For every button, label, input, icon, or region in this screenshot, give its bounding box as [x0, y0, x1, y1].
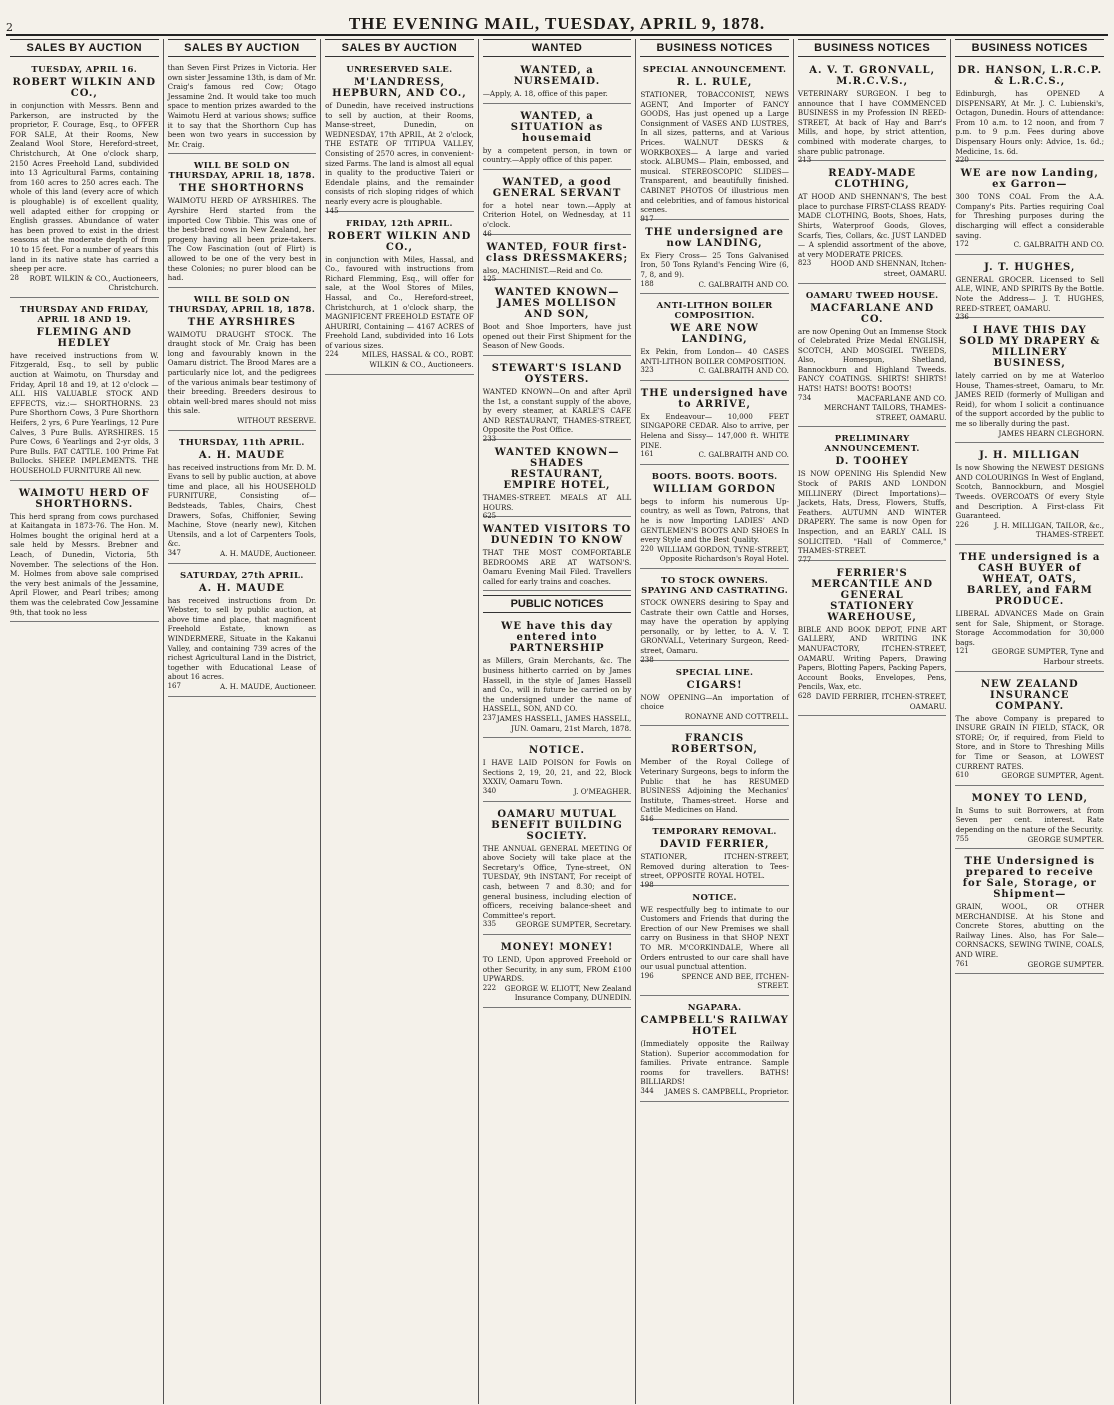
- ad-title: THE SHORTHORNS: [178, 183, 305, 195]
- ad-title: FLEMING AND HEDLEY: [36, 326, 132, 349]
- ad-title: J. H. MILLIGAN: [979, 450, 1081, 462]
- ad-signature: [483, 714, 632, 733]
- ad-number: 226: [955, 520, 969, 529]
- ad-title: J. T. HUGHES,: [984, 261, 1076, 273]
- ad-body: WAIMOTU DRAUGHT STOCK. The draught stock of Mr. Craig has been long and favourably known in the Oamaru district. The Brood Mares are a particularly nice lot, and the pedigrees of the various animals bear testimony of their breeding. Breeders desirous to obtain well-bred mares should not miss this sale.: [167, 329, 317, 416]
- ad-number: 167: [167, 681, 181, 690]
- ad-signature-text: GEORGE SUMPTER.: [1027, 959, 1105, 969]
- ad-dateline: TUESDAY, APRIL 16.: [31, 65, 138, 75]
- ad-signature: [955, 240, 1104, 250]
- ad-title: WANTED VISITORS TO DUNEDIN TO KNOW: [482, 524, 632, 547]
- advertisement: [483, 805, 632, 935]
- advertisement: [798, 164, 947, 283]
- ad-signature-text: C. GALBRAITH AND CO.: [698, 366, 789, 376]
- column-6: [794, 39, 952, 1404]
- column-heading: BUSINESS NOTICES: [798, 39, 947, 57]
- ad-number: 516: [640, 814, 654, 823]
- ad-number: 121: [955, 647, 969, 656]
- ad-signature: [640, 1087, 789, 1097]
- ad-signature-text: ROBT. WILKIN & CO., Auctioneers, Christchurch.: [29, 273, 159, 293]
- ad-number: 224: [325, 350, 339, 359]
- advertisement: [483, 107, 632, 170]
- ad-title: THE undersigned are now LANDING,: [645, 226, 784, 249]
- ad-number: 335: [482, 920, 497, 929]
- advertisement: [955, 446, 1104, 545]
- ad-dateline: THURSDAY, 11th APRIL.: [179, 437, 305, 448]
- ad-signature-text: WITHOUT RESERVE.: [237, 416, 317, 426]
- ad-dateline: TO STOCK OWNERS. SPAYING AND CASTRATING.: [641, 576, 789, 596]
- ad-dateline: ANTI-LITHON BOILER COMPOSITION.: [656, 301, 773, 322]
- ad-signature-text: WILLIAM GORDON, TYNE-STREET, Opposite Richardson's Royal Hotel.: [657, 544, 789, 564]
- ad-body: GENERAL GROCER. Licensed to Sell ALE, WINE, AND SPIRITS By the Bottle. Note the Address— J. T. HUGHES, REED-STREET, OAMARU.: [955, 274, 1105, 313]
- column-3: [321, 39, 479, 1404]
- column-heading: SALES BY AUCTION: [168, 39, 317, 57]
- ad-number: 755: [955, 834, 969, 843]
- advertisement: [640, 384, 789, 465]
- ad-body: THAT THE MOST COMFORTABLE BEDROOMS ARE AT WATSON'S. Oamaru Evening Mail Filed. Travellers called for early trains and coaches.: [482, 548, 632, 586]
- advertisement: [482, 173, 632, 238]
- advertisement: [955, 789, 1104, 849]
- ad-body: also, MACHINIST.—Reid and Co.: [482, 265, 603, 275]
- ad-body: THAMES-STREET. MEALS AT ALL HOURS.: [482, 492, 632, 512]
- advertisement: [640, 61, 789, 223]
- ad-signature: [168, 682, 317, 692]
- ad-body: The above Company is prepared to INSURE GRAIN IN FIELD, STACK, OR STORE; Or, if required, from Field to Store, and in Store to Threshing Mills for Time or Season, at LOWEST CURRENT RATES.: [955, 713, 1105, 771]
- advertisement: [640, 223, 789, 294]
- ad-dateline: SATURDAY, 27th APRIL.: [179, 570, 304, 581]
- ad-signature-text: J. H. MILLIGAN, TAILOR, &c., THAMES-STREET.: [994, 520, 1105, 540]
- advertisement: [797, 430, 947, 564]
- advertisement: [325, 215, 474, 375]
- ad-signature: [640, 972, 789, 991]
- advertisement: [483, 741, 632, 801]
- ad-signature-text: JAMES S. CAMPBELL, Proprietor.: [664, 1087, 789, 1096]
- advertisement: [955, 675, 1104, 786]
- ad-signature: [955, 960, 1104, 970]
- advertisement: [640, 729, 789, 823]
- advertisement: [798, 287, 947, 428]
- column-4: [479, 39, 637, 1404]
- ad-title: WANTED, FOUR first-class DRESSMAKERS;: [485, 241, 629, 264]
- ad-number: 917: [640, 214, 654, 223]
- ad-title: CIGARS!: [686, 679, 743, 691]
- ad-title: WAIMOTU HERD OF SHORTHORNS.: [18, 487, 150, 510]
- ad-number: 625: [482, 512, 497, 521]
- advertisement: [482, 359, 632, 443]
- ad-title: THE undersigned have to ARRIVE,: [640, 387, 789, 410]
- advertisement: [483, 617, 632, 738]
- ad-number: 125: [482, 275, 497, 284]
- ad-body: Ex Endeavour— 10,000 FEET SINGAPORE CEDAR. Also to arrive, per Helena and Sissy— 147,000 ft. WHITE PINE.: [640, 411, 789, 450]
- ad-number: 145: [325, 206, 339, 215]
- ad-body: lately carried on by me at Waterloo House, Thames-street, Oamaru, to Mr. JAMES REID (formerly of Mulligan and Reid), for whom I solicit a continuance of the support accorded by the public to me so liberally during the past.: [955, 371, 1105, 429]
- ad-signature: [640, 450, 789, 460]
- ad-body: THE ANNUAL GENERAL MEETING Of above Society will take place at the Secretary's Office, Tyne-street, ON TUESDAY, 9th INSTANT, For receipt of cash, between 7 and 8.30; and for general business, including election of officers, receiving balance-sheet and Committee's report.: [482, 843, 632, 920]
- ad-number: 761: [955, 959, 969, 968]
- ad-body: TO LEND, Upon approved Freehold or other Security, in any sum, FROM £100 UPWARDS.: [482, 954, 632, 984]
- ad-signature: [955, 647, 1104, 666]
- ad-number: 196: [640, 971, 654, 980]
- ad-signature: [640, 712, 789, 722]
- ad-signature: [798, 692, 947, 711]
- ad-title: ROBERT WILKIN AND CO.,: [12, 77, 157, 99]
- ad-title: NOTICE.: [529, 745, 586, 757]
- ad-signature-text: GEORGE SUMPTER, Tyne and Harbour streets.: [991, 647, 1105, 666]
- ad-body: —Apply, A. 18, office of this paper.: [482, 89, 608, 98]
- advertisement: [640, 999, 789, 1102]
- ad-body: have received instructions from W. Fitzgerald, Esq., to sell by public auction at Waimotu, on Thursday and Friday, April 18 and 19, at 12 o'clock — ALL HIS VALUABLE STOCK AND EFFECTS, viz.:— SHORTHORNS. 23 Pure Shorthorn Cows, 3 Pure Shorthorn Heifers, 2 yrs, 6 Pure Yearlings, 12 Pure Calves, 3 Pure Bulls. AYRSHIRES. 15 Pure Cows, 6 Yearlings and 2-yr olds, 3 Pure Bulls. FAT CATTLE. 100 Prime Fat Bullocks. SHEEP. IMPLEMENTS. THE HOUSEHOLD FURNITURE All new.: [10, 350, 159, 475]
- advertisement: [483, 520, 632, 591]
- ad-signature-text: GEORGE W. ELIOTT, New Zealand Insurance Company, DUNEDIN.: [504, 983, 632, 1003]
- column-1: [6, 39, 164, 1404]
- ad-title: A. V. T. GRONVALL, M.R.C.V.S.,: [809, 65, 936, 87]
- ad-body: in conjunction with Messrs. Benn and Parkerson, are instructed by the proprietor, F. Courage, Esq., to OFFER FOR SALE, At their Rooms, New Zealand Wool Store, Hereford-street, Christchurch, At One o'clock sharp, 2150 Acres Freehold Land, subdivided into 13 Agricultural Farms, containing from 160 acres to 250 acres each. The whole of this land (every acre of which is ploughable) is of excellent quality, well adapted either for cropping or English grasses. Abundance of water has been proved to exist in the driest seasons at the moderate depth of from 10 to 15 feet. For a number of years this land in its native state has carried a sheep per acre.: [10, 101, 159, 274]
- ad-body: STOCK OWNERS desiring to Spay and Castrate their own Cattle and Horses, may have the operation by applying personally, or by letter, to A. V. T. GRONVALL, Veterinary Surgeon, Reed-street, Oamaru.: [640, 598, 789, 655]
- ad-title: R. L. RULE,: [676, 77, 753, 88]
- ad-body: WANTED KNOWN—On and after April the 1st, a constant supply of the above, by every steamer, at KARLE'S CAFE AND RESTAURANT, THAMES-STREET, Opposite the Post Office.: [482, 386, 632, 435]
- ad-signature: [955, 835, 1104, 845]
- advertisement: [640, 889, 789, 996]
- ad-body: 300 TONS COAL From the A.A. Company's Pits. Parties requiring Coal for Threshing purposes during the discharging will effect a considerable saving.: [955, 192, 1105, 240]
- advertisement: [798, 564, 947, 716]
- advertisement: [955, 164, 1104, 255]
- ad-body: NOW OPENING—An importation of choice: [640, 692, 789, 712]
- ad-number: 161: [640, 450, 654, 459]
- advertisement: [955, 548, 1104, 672]
- ad-signature: [483, 787, 632, 797]
- ad-body: by a competent person, in town or country.—Apply office of this paper.: [482, 145, 632, 165]
- ad-signature-text: GEORGE SUMPTER, Agent.: [1001, 771, 1105, 781]
- ad-body: VETERINARY SURGEON. I beg to announce that I have COMMENCED BUSINESS in my Profession IN REED-STREET, At back of Hay and Barr's Mills, and hope, by strict attention, combined with moderate charges, to share public patronage.: [797, 89, 947, 156]
- page-number: 2: [6, 21, 13, 34]
- ad-body: than Seven First Prizes in Victoria. Her own sister Jessamine 13th, is dam of Mr. Craig's famous red Cow; Otago Jessamine 2nd. It would take too much space to mention prizes awarded to the Waimotu Herd at various shows; suffice it to say that the Shorthorn Cup has been won two years in succession by Mr. Craig.: [167, 63, 317, 149]
- ad-body: I HAVE LAID POISON for Fowls on Sections 2, 19, 20, 21, and 22, Block XXXIV, Oamaru Town.: [482, 758, 632, 787]
- column-heading: SALES BY AUCTION: [325, 39, 474, 57]
- ad-title: WANTED, a NURSEMAID.: [513, 65, 601, 87]
- ad-body: as Millers, Grain Merchants, &c. The business hitherto carried on by James Hassell, in the style of James Hassell and Co., will in future be carried on by the undersigned under the name of HASSELL, SON, AND CO.: [482, 656, 632, 714]
- ad-body: Boot and Shoe Importers, have just opened out their First Shipment for the Season of New Goods.: [482, 322, 632, 351]
- ad-dateline: FRIDAY, 12th APRIL.: [345, 218, 453, 229]
- ad-signature-text: C. GALBRAITH AND CO.: [698, 450, 789, 460]
- column-7: [951, 39, 1108, 1404]
- ad-body: LIBERAL ADVANCES Made on Grain sent for Sale, Shipment, or Storage. Storage Accommodation for 30,000 bags.: [955, 609, 1105, 647]
- ad-title: MONEY! MONEY!: [500, 941, 614, 953]
- ad-number: 220: [955, 156, 969, 165]
- ad-signature-text: GEORGE SUMPTER, Secretary.: [515, 920, 632, 930]
- ad-number: 198: [640, 880, 654, 889]
- ad-body: (Immediately opposite the Railway Station). Superior accommodation for families. Private entrance. Sample rooms for travellers. BATHS! BILLIARDS!: [640, 1039, 789, 1087]
- ad-signature: [640, 545, 789, 564]
- ad-dateline: UNRESERVED SALE.: [346, 65, 453, 75]
- advertisement: [955, 61, 1105, 165]
- ad-body: WAIMOTU HERD OF AYRSHIRES. The Ayrshire Herd started from the imported Cow Tibbie. This was one of the best-bred cows in New Zealand, her progeny having all been prize-takers. The Cow Fascination (out of Flirt) is allowed to be one of the very best in these Colonies; no purer blood can be had.: [167, 196, 317, 283]
- advertisement: [640, 297, 789, 381]
- ad-signature-text: A. H. MAUDE, Auctioneer.: [219, 548, 317, 558]
- ad-dateline: NGAPARA.: [687, 1003, 742, 1014]
- advertisement: [168, 291, 317, 431]
- ad-dateline: WILL BE SOLD ON THURSDAY, APRIL 18, 1878.: [168, 294, 316, 315]
- ad-number: 222: [482, 983, 497, 992]
- ad-title: WILLIAM GORDON: [653, 483, 777, 495]
- advertisement: [640, 572, 789, 664]
- ad-title: WE have this day entered into PARTNERSHIP: [501, 621, 613, 655]
- ad-signature-text: SPENCE AND BEE, ITCHEN-STREET.: [681, 971, 789, 991]
- ad-number: 610: [955, 771, 969, 780]
- advertisement: [482, 443, 632, 521]
- ad-signature: [168, 549, 317, 559]
- advertisement: [168, 61, 317, 154]
- ad-body: has received instructions from Dr. Webster, to sell by public auction, at above time and place, that magnificent Freehold Estate, known as WINDERMERE, Situate in the Kakanui Valley, and containing 739 acres of the richest Agricultural Land in the District, together with Educational Lease of about 16 acres.: [167, 595, 317, 682]
- ad-title: WANTED, a good GENERAL SERVANT: [492, 176, 622, 199]
- ad-dateline: OAMARU TWEED HOUSE.: [805, 290, 939, 301]
- ad-body: Edinburgh, has OPENED A DISPENSARY, At Mr. J. C. Lubienski's, Octagon, Dunedin. Hours of attendance: From 10 a.m. to 12 noon, and from 7 p.m. to 9 p.m. Fees during above Dispensary Hours only: Advice, 1s. 6d.; Medicine, 1s. 6d.: [955, 89, 1105, 156]
- ad-body: of Dunedin, have received instructions to sell by auction, at their Rooms, Manse-street, Dunedin, on WEDNESDAY, 17th APRIL, At 2 o'clock, THE ESTATE OF TITIPUA VALLEY, Consisting of 2570 acres, in convenient-sized Farms. The land is almost all equal in quality to the productive Taieri or Edendale plains, and the remainder consists of rich sloping ridges of which nearly every acre is ploughable.: [325, 101, 474, 206]
- ad-signature: [955, 521, 1104, 540]
- ad-signature: [483, 984, 632, 1003]
- ad-signature: [640, 280, 789, 290]
- ad-number: 734: [797, 393, 812, 402]
- ad-dateline: WILL BE SOLD ON THURSDAY, APRIL 18, 1878.: [168, 161, 316, 182]
- advertisement: [483, 283, 632, 356]
- ad-signature: [10, 274, 159, 293]
- ad-title: DAVID FERRIER,: [659, 838, 770, 850]
- ad-title: WANTED, a SITUATION as housemaid: [510, 110, 604, 144]
- ad-signature-text: JAMES HASSELL, JAMES HASSELL, JUN. Oamaru, 21st March, 1878.: [496, 714, 632, 733]
- column-heading: BUSINESS NOTICES: [955, 39, 1104, 57]
- column-heading: BUSINESS NOTICES: [640, 39, 789, 57]
- ad-body: has received instructions from Mr. D. M. Evans to sell by public auction, at above time and place, all his HOUSEHOLD FURNITURE, Consisting of— Bedsteads, Tables, Chairs, Chest Drawers, Sofas, Chiffonier, Sewing Machine, Stove (nearly new), Kitchen Utensils, and a lot of Carpenters Tools, &c.: [167, 462, 317, 549]
- ad-signature: [640, 366, 789, 376]
- advertisement: [640, 468, 789, 569]
- advertisement: [955, 258, 1105, 322]
- ad-signature-text: J. O'MEAGHER.: [573, 787, 632, 796]
- newspaper-title: THE EVENING MAIL, TUESDAY, APRIL 9, 1878.: [348, 14, 766, 33]
- ad-dateline: BOOTS. BOOTS. BOOTS.: [651, 471, 778, 482]
- ad-number: 28: [10, 273, 19, 282]
- ad-body: Is now Showing the NEWEST DESIGNS AND COLOURINGS In West of England, Scotch, Bannockburn, and Mosgiel Tweeds. OVERCOATS Of every Style and Description. A First-class Fit Guaranteed.: [955, 463, 1105, 521]
- ad-signature-text: MACFARLANE AND CO. MERCHANT TAILORS, THAMES-STREET, OAMARU.: [823, 393, 947, 422]
- advertisement: [10, 301, 159, 481]
- ad-title: WE ARE NOW LANDING,: [670, 323, 759, 346]
- ad-signature-text: A. H. MAUDE, Auctioneer.: [219, 681, 317, 691]
- ad-title: A. H. MAUDE: [198, 582, 285, 594]
- ad-number: 237: [482, 714, 497, 723]
- ad-signature-text: MILES, HASSAL & CO., ROBT. WILKIN & CO., Auctioneers.: [361, 350, 474, 370]
- ad-body: GRAIN, WOOL, OR OTHER MERCHANDISE. At his Stone and Concrete Stores, abutting on the Railway Lines. Also, has For Sale— CORNSACKS, SEWING TWINE, COALS, AND WIRE.: [955, 902, 1105, 960]
- ad-title: CAMPBELL'S RAILWAY HOTEL: [640, 1015, 789, 1038]
- ad-signature-text: GEORGE SUMPTER.: [1027, 834, 1105, 844]
- ad-signature-text: DAVID FERRIER, ITCHEN-STREET, OAMARU.: [815, 691, 947, 711]
- ad-number: 340: [482, 787, 497, 795]
- ad-title: WANTED KNOWN— SHADES RESTAURANT, EMPIRE HOTEL,: [494, 446, 620, 491]
- ad-body: BIBLE AND BOOK DEPOT, FINE ART GALLERY, AND WRITING INK MANUFACTORY, ITCHEN-STREET, OAMARU. Writing Papers, Drawing Papers, Blotting Papers, Packing Papers, Account Books, Envelopes, Pens, Pencils, Wax, etc.: [797, 624, 947, 692]
- advertisement: [168, 434, 317, 564]
- ad-body: STATIONER, ITCHEN-STREET, Removed during alteration to Tees-street, OPPOSITE ROYAL HOTEL.: [640, 851, 789, 881]
- ad-signature-text: HOOD AND SHENNAN, Itchen-street, OAMARU.: [830, 259, 947, 278]
- ad-signature-text: C. GALBRAITH AND CO.: [1013, 240, 1105, 250]
- ad-body: In Sums to suit Borrowers, at from Seven per cent. interest. Rate depending on the nature of the Security.: [955, 805, 1105, 834]
- ad-body: STATIONER, TOBACCONIST, NEWS AGENT, And Importer of FANCY GOODS, Has just opened up a Large Consignment of VASES AND LUSTRES, In all sizes, patterns, and at Various Prices. WALNUT DESKS & WORKBOXES— A large and varied stock. ALBUMS— Plain, embossed, and musical. STEREOSCOPIC SLIDES— Transparent, and beautifully finished. CABINET PHOTOS Of illustrious men and celebrities, and of famous historical scenes.: [640, 90, 789, 215]
- ad-body: begs to inform his numerous Up-country, as well as Town, Patrons, that he is now Importing LADIES' AND GENTLEMEN'S BOOTS AND SHOES In every Style and the Best Quality.: [640, 496, 789, 545]
- ad-signature: [168, 416, 317, 426]
- ad-dateline: PRELIMINARY ANNOUNCEMENT.: [824, 434, 920, 455]
- advertisement: [955, 321, 1104, 443]
- ad-dateline: TEMPORARY REMOVAL.: [652, 826, 777, 837]
- ad-signature: [483, 920, 632, 930]
- column-heading: SALES BY AUCTION: [10, 39, 159, 57]
- ad-number: 347: [167, 548, 181, 557]
- ad-body: for a hotel near town.—Apply at Criterion Hotel, on Wednesday, at 11 o'clock.: [482, 200, 632, 229]
- column-5: [636, 39, 794, 1404]
- advertisement: [955, 852, 1104, 974]
- ad-number: 323: [640, 366, 654, 375]
- advertisement: [482, 238, 632, 284]
- ad-title: A. H. MAUDE: [198, 449, 285, 461]
- ad-title: DR. HANSON, L.R.C.P. & L.R.C.S.,: [957, 65, 1103, 87]
- ad-number: 236: [955, 313, 969, 322]
- advertisement: [640, 664, 789, 727]
- ad-signature: [955, 771, 1104, 781]
- ad-number: 46: [482, 229, 492, 238]
- ad-number: 777: [797, 555, 812, 564]
- ad-title: THE Undersigned is prepared to receive for Sale, Storage, or Shipment—: [962, 856, 1097, 901]
- ad-title: READY-MADE CLOTHING,: [828, 168, 917, 191]
- column-2: [164, 39, 322, 1404]
- advertisement: [168, 157, 317, 287]
- ad-number: 220: [640, 544, 654, 553]
- ad-body: Member of the Royal College of Veterinary Surgeons, begs to inform the Public that he has RESUMED BUSINESS Adjoining the Mechanics' Institute, Thames-street. Horse and Cattle Medicines on Hand.: [640, 757, 789, 815]
- ad-title: M'LANDRESS, HEPBURN, AND CO.,: [332, 77, 467, 99]
- columns: [6, 39, 1108, 1404]
- ad-body: IS NOW OPENING His Splendid New Stock of PARIS AND LONDON MILLINERY (Direct Importations)— Jackets, Hats, Dress, Flowers, Stuffs, Feathers. AUTUMN AND WINTER DRAPERY. The same is now Open for Inspection, and an EARLY CALL IS SOLICITED. "Hall of Commerce," THAMES-STREET.: [797, 469, 947, 556]
- column-heading: WANTED: [483, 39, 632, 57]
- ad-title: MONEY TO LEND,: [971, 792, 1088, 804]
- ad-title: ROBERT WILKIN AND CO.,: [327, 230, 472, 253]
- ad-body: Ex Pekin, from London— 40 CASES ANTI-LITHON BOILER COMPOSITION.: [640, 347, 789, 366]
- advertisement: [325, 61, 474, 215]
- ad-title: WANTED KNOWN—JAMES MOLLISON AND SON,: [494, 287, 620, 321]
- ad-number: 628: [797, 691, 812, 700]
- advertisement: [483, 61, 632, 104]
- ad-dateline: THURSDAY AND FRIDAY, APRIL 18 AND 19.: [19, 304, 149, 325]
- ad-number: 172: [955, 240, 969, 249]
- ad-title: THE AYRSHIRES: [187, 316, 296, 328]
- advertisement: [10, 61, 159, 298]
- advertisement: [168, 567, 317, 697]
- ad-signature: [798, 394, 947, 423]
- ad-title: NEW ZEALAND INSURANCE COMPANY.: [980, 678, 1079, 712]
- ad-body: This herd sprang from cows purchased at Kaitangata in 1873-76. The Hon. M. Holmes bought the original herd at a sale held by Messrs. Brebner and Leach, of Dunedin, Victoria, 5th November. The selections of the Hon. M. Holmes from above sale comprised the very best animals of the Jessamine, April Flower, and Pearl tribes; among them was the celebrated Cow Jessamine 9th, that took no less: [10, 511, 159, 617]
- advertisement: [797, 61, 947, 165]
- masthead: [6, 6, 1108, 36]
- ad-body: in conjunction with Miles, Hassal, and Co., favoured with instructions from Richard Flemming, Esq., will offer for sale, at the Wool Stores of Miles, Hassal, and Co., Hereford-street, Christchurch, at 1 o'clock sharp, the MAGNIFICENT FREEHOLD ESTATE OF AHURIRI, Containing — 4167 ACRES of Freehold Land, subdivided into 16 Lots of various sizes.: [325, 254, 474, 350]
- ad-title: THE undersigned is a CASH BUYER of WHEAT, OATS, BARLEY, and FARM PRODUCE.: [959, 552, 1101, 607]
- ad-title: D. TOOHEY: [835, 456, 909, 468]
- advertisement: [483, 938, 632, 1008]
- ad-title: FRANCIS ROBERTSON,: [671, 733, 758, 756]
- ad-signature: [325, 350, 474, 369]
- ad-title: I HAVE THIS DAY SOLD MY DRAPERY & MILLINERY BUSINESS,: [959, 325, 1101, 370]
- ad-title: WE are now Landing, ex Garron—: [960, 168, 1099, 191]
- ad-number: 238: [640, 655, 654, 664]
- ad-title: STEWART'S ISLAND OYSTERS.: [491, 362, 623, 385]
- ad-dateline: NOTICE.: [692, 892, 737, 903]
- ad-signature-text: JAMES HEARN CLEGHORN.: [998, 428, 1105, 438]
- ad-signature-text: C. GALBRAITH AND CO.: [698, 279, 789, 289]
- ad-number: 213: [797, 156, 812, 165]
- column-subheading: PUBLIC NOTICES: [483, 595, 632, 613]
- advertisement: [640, 823, 789, 889]
- ad-body: are now Opening Out an Immense Stock of Celebrated Prize Medal ENGLISH, SCOTCH, AND MOSGIEL TWEEDS, Also, Homespun, Shetland, Bannockburn and Highland Tweeds. FANCY COATINGS. SHIRTS! SHIRTS! HATS! HATS! BOOTS! BOOTS!: [797, 326, 947, 394]
- ad-number: 344: [640, 1087, 654, 1095]
- ad-body: WE respectfully beg to intimate to our Customers and Friends that during the Erection of our New Premises we shall carry on Business in that SHOP NEXT TO MR. M'CORKINDALE, Where all Orders entrusted to our care shall have our usual punctual attention.: [640, 904, 789, 972]
- ad-number: 823: [797, 259, 812, 268]
- ad-title: FERRIER'S MERCANTILE AND GENERAL STATIONERY WAREHOUSE,: [811, 567, 934, 623]
- ad-number: 233: [482, 434, 497, 443]
- ad-signature: [798, 259, 947, 278]
- ad-dateline: SPECIAL LINE.: [675, 667, 754, 678]
- advertisement: [10, 484, 159, 623]
- ad-title: MACFARLANE AND CO.: [810, 302, 935, 325]
- ad-signature-text: RONAYNE AND COTTRELL.: [684, 711, 789, 721]
- ad-number: 188: [640, 279, 654, 288]
- ad-body: Ex Fiery Cross— 25 Tons Galvanised Iron, 50 Tons Ryland's Fencing Wire (6, 7, 8, and 9).: [640, 250, 789, 279]
- ad-signature: [955, 429, 1104, 439]
- ad-body: AT HOOD AND SHENNAN'S, The best place to purchase FIRST-CLASS READY-MADE CLOTHING, Boots, Shoes, Hats, Shirts, Waterproof Goods, Gloves, Scarfs, Ties, Collars, &c. JUST LANDED— A splendid assortment of the above, at very MODERATE PRICES.: [797, 192, 947, 259]
- ad-dateline: SPECIAL ANNOUNCEMENT.: [642, 65, 787, 75]
- ad-title: OAMARU MUTUAL BENEFIT BUILDING SOCIETY.: [491, 808, 623, 842]
